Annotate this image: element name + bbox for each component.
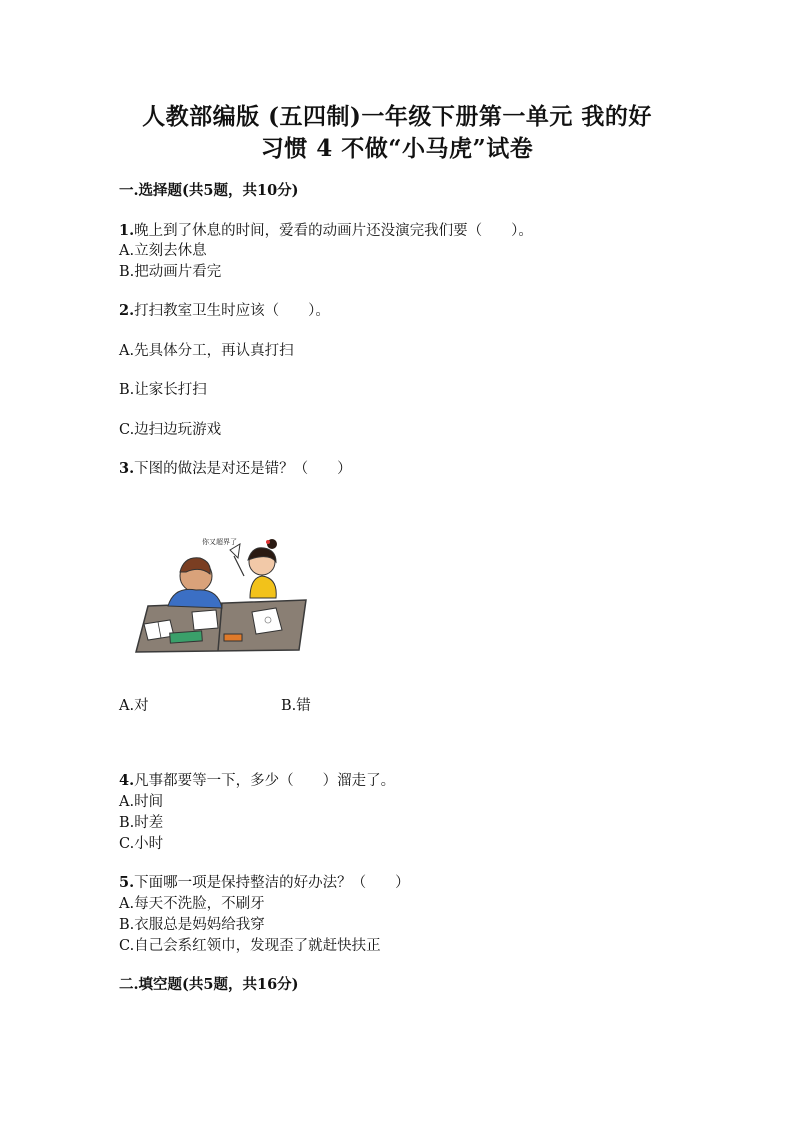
question-3 xyxy=(119,457,352,478)
option-2b: B.让家长打扫 xyxy=(119,382,207,398)
option-2a: A.先具体分工，再认真打扫 xyxy=(119,343,294,359)
option-2c: C.边扫边玩游戏 xyxy=(119,422,222,438)
option-5b: B.衣服总是妈妈给我穿 xyxy=(119,917,265,933)
question-text: 下面哪一项是保持整洁的好办法？（ ） xyxy=(134,875,410,891)
option-3b: B.错 xyxy=(281,698,311,714)
question-5 xyxy=(119,871,410,892)
page-title-line-2: 习惯 4 不做“小马虎”试卷 xyxy=(260,135,534,162)
page-title-line-1: 人教部编版 (五四制)一年级下册第一单元 我的好 xyxy=(142,103,652,130)
children-at-desk-illustration xyxy=(134,528,312,654)
section-heading-fill-in: 二.填空题(共5题，共16分) xyxy=(119,976,299,993)
question-text: 打扫教室卫生时应该（ ）。 xyxy=(134,303,330,319)
option-3a: A.对 xyxy=(119,698,149,714)
question-number: 2. xyxy=(119,302,135,319)
question-number: 4. xyxy=(119,772,135,789)
question-number: 3. xyxy=(119,460,135,477)
option-4b: B.时差 xyxy=(119,815,164,831)
question-2 xyxy=(119,299,330,320)
question-text: 晚上到了休息的时间，爱看的动画片还没演完我们要（ ）。 xyxy=(134,223,533,239)
question-text: 凡事都要等一下，多少（ ）溜走了。 xyxy=(134,773,396,789)
question-1 xyxy=(119,219,533,240)
section-heading-choice: 一.选择题(共5题，共10分) xyxy=(119,182,299,199)
option-1a: A.立刻去休息 xyxy=(119,243,207,259)
question-4 xyxy=(119,769,395,790)
question-text: 下图的做法是对还是错？（ ） xyxy=(134,461,352,477)
option-5a: A.每天不洗脸，不刷牙 xyxy=(119,896,265,912)
question-3-illustration xyxy=(134,528,312,654)
option-1b: B.把动画片看完 xyxy=(119,264,222,280)
option-5c: C.自己会系红领巾，发现歪了就赶快扶正 xyxy=(119,938,381,954)
speech-bubble-text: 你又超界了 xyxy=(202,538,237,546)
option-4c: C.小时 xyxy=(119,836,164,852)
question-number: 5. xyxy=(119,874,135,891)
question-number: 1. xyxy=(119,222,135,239)
option-4a: A.时间 xyxy=(119,794,164,810)
